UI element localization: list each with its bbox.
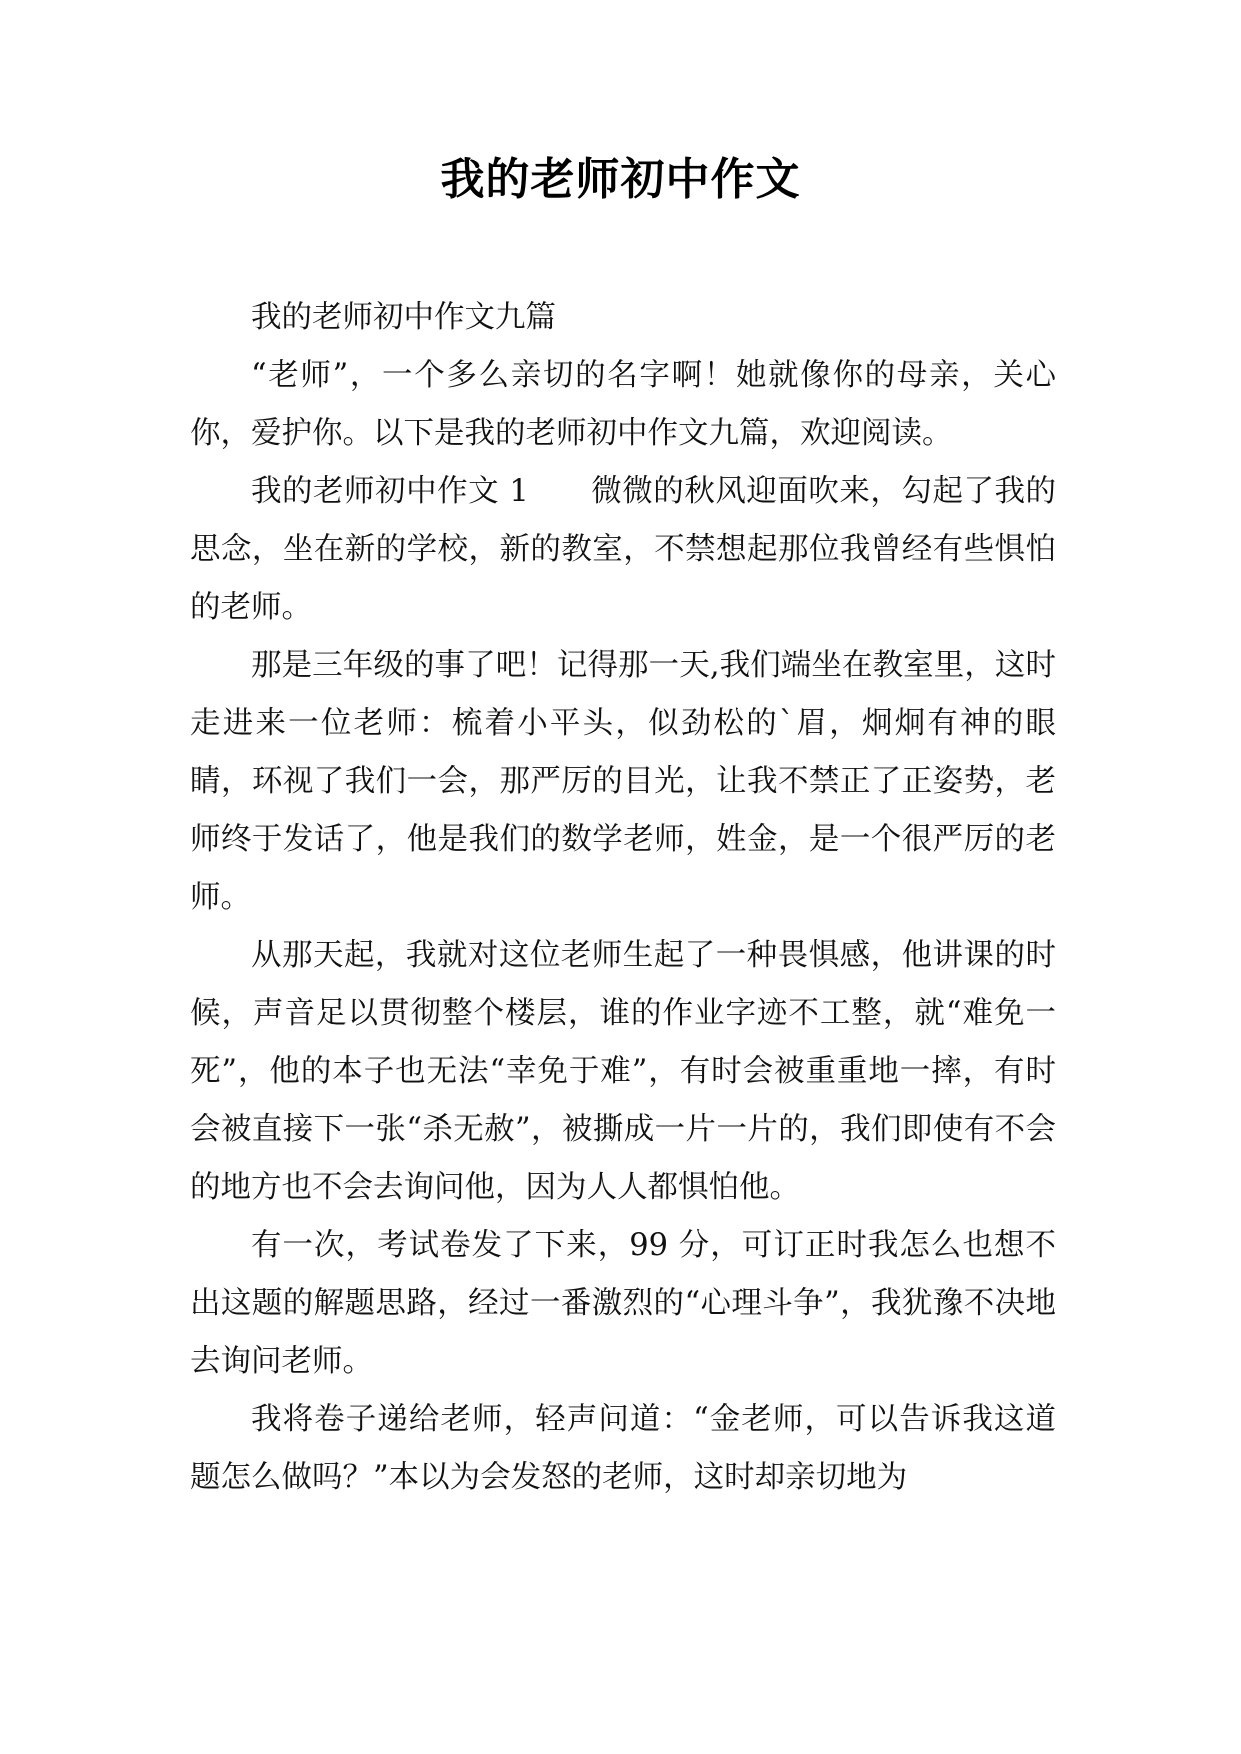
paragraph-asking-teacher: 我将卷子递给老师，轻声问道：“金老师，可以告诉我这道题怎么做吗？”本以为会发怒的老师，这时却亲切地为 (190, 1402, 1056, 1495)
paragraph-intro: “老师”，一个多么亲切的名字啊！她就像你的母亲，关心你，爱护你。以下是我的老师初中作文九篇，欢迎阅读。 (190, 358, 1056, 451)
paragraph-subtitle: 我的老师初中作文九篇 (251, 300, 556, 335)
paragraph-fear: 从那天起，我就对这位老师生起了一种畏惧感，他讲课的时候，声音足以贯彻整个楼层，谁的作业字迹不工整，就“难免一死”，他的本子也无法“幸免于难”，有时会被重重地一摔，有时会被直接下一张“杀无赦”，被撕成一片一片的，我们即使有不会的地方也不会去询问他，因为人人都惧怕他。 (190, 938, 1056, 1205)
paragraph-third-grade: 那是三年级的事了吧！记得那一天,我们端坐在教室里，这时走进来一位老师：梳着小平头，似劲松的`眉，炯炯有神的眼睛，环视了我们一会，那严厉的目光，让我不禁正了正姿势，老师终于发话了，他是我们的数学老师，姓金，是一个很严厉的老师。 (190, 648, 1056, 915)
paragraph-essay-1-opening: 我的老师初中作文 1 微微的秋风迎面吹来，勾起了我的思念，坐在新的学校，新的教室，不禁想起那位我曾经有些惧怕的老师。 (190, 474, 1056, 625)
document-body (190, 289, 1056, 1507)
document-title: 我的老师初中作文 (440, 154, 801, 205)
paragraph-exam: 有一次，考试卷发了下来，99 分，可订正时我怎么也想不出这题的解题思路，经过一番激烈的“心理斗争”，我犹豫不决地去询问老师。 (190, 1228, 1056, 1379)
